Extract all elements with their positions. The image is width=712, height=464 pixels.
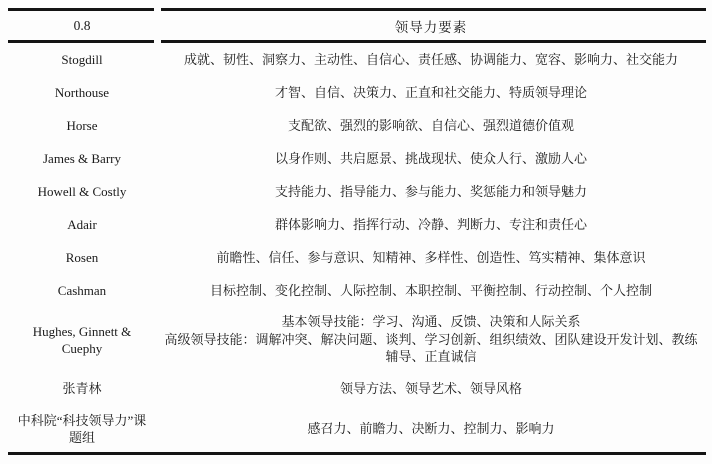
author-cell: James & Barry — [43, 151, 121, 166]
elements-cell: 领导方法、领导艺术、领导风格 — [339, 381, 522, 396]
author-cell: Cashman — [57, 283, 107, 298]
elements-cell: 支持能力、指导能力、参与能力、奖惩能力和领导魅力 — [274, 183, 587, 199]
elements-cell: 目标控制、变化控制、人际控制、本职控制、平衡控制、行动控制、个人控制 — [209, 282, 652, 298]
author-cell: Adair — [67, 217, 97, 232]
elements-cell: 基本领导技能：学习、沟通、反馈、决策和人际关系 高级领导技能：调解冲突、解决问题、谈判、学习创新、组织绩效、团队建设开发计划、教练辅导、正直诚信 — [164, 314, 698, 365]
table-row — [8, 175, 706, 208]
table-row — [8, 43, 706, 76]
elements-cell: 才智、自信、决策力、正直和社交能力、特质领导理论 — [274, 84, 587, 100]
author-cell: Stogdill — [61, 52, 103, 67]
header-col-elements: 领导力要素 — [394, 19, 468, 35]
bottom-rule — [8, 452, 706, 455]
table-row — [8, 208, 706, 241]
table-header-row — [8, 11, 706, 40]
table-row — [8, 241, 706, 274]
author-cell: 张青林 — [62, 381, 102, 397]
table-body — [8, 43, 706, 452]
elements-cell: 群体影响力、指挥行动、冷静、判断力、专注和责任心 — [274, 216, 587, 232]
author-cell: Horse — [66, 118, 98, 133]
elements-cell: 感召力、前瞻力、决断力、控制力、影响力 — [307, 420, 555, 436]
author-cell: Rosen — [65, 250, 99, 265]
author-cell: Howell & Costly — [37, 184, 127, 199]
author-cell: 中科院“科技领导力”课题组 — [17, 412, 147, 445]
table-row — [8, 405, 706, 452]
table-row — [8, 142, 706, 175]
leadership-elements-table — [8, 8, 706, 455]
author-cell: Northouse — [54, 85, 110, 100]
elements-cell: 成就、韧性、洞察力、主动性、自信心、责任感、协调能力、宽容、影响力、社交能力 — [183, 51, 678, 67]
author-cell: Hughes, Ginnett & Cuephy — [32, 323, 132, 356]
table-row — [8, 307, 706, 372]
header-col-index: 0.8 — [73, 17, 91, 33]
table-row — [8, 109, 706, 142]
table-row — [8, 274, 706, 307]
elements-cell: 以身作则、共启愿景、挑战现状、使众人行、激励人心 — [274, 150, 587, 166]
elements-cell: 支配欲、强烈的影响欲、自信心、强烈道德价值观 — [287, 117, 574, 133]
table-row — [8, 372, 706, 405]
table-row — [8, 76, 706, 109]
elements-cell: 前瞻性、信任、参与意识、知精神、多样性、创造性、笃实精神、集体意识 — [216, 249, 646, 265]
